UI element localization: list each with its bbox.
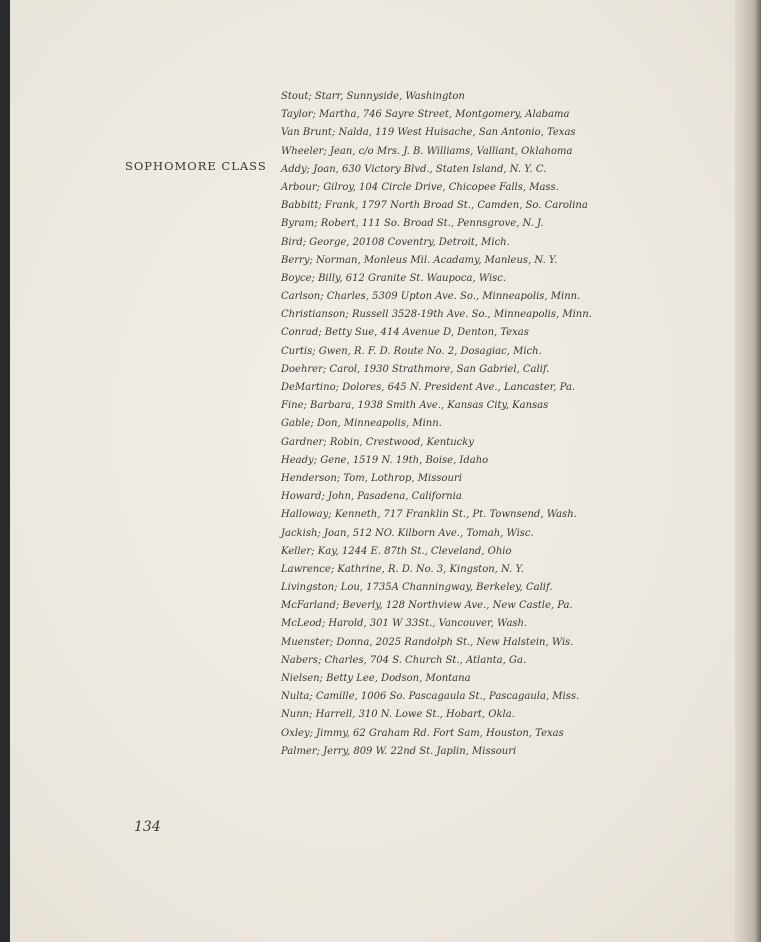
page-number: 134	[134, 819, 161, 835]
list-item: Doehrer; Carol, 1930 Strathmore, San Gabriel, Calif.	[281, 363, 550, 375]
list-item: Taylor; Martha, 746 Sayre Street, Montgomery, Alabama	[281, 109, 570, 121]
list-item: Bird; George, 20108 Coventry, Detroit, Mich.	[281, 236, 510, 248]
list-item: Livingston; Lou, 1735A Channingway, Berkeley, Calif.	[281, 582, 553, 594]
list-item: Christianson; Russell 3528-19th Ave. So., Minneapolis, Minn.	[281, 309, 592, 321]
student-address-list	[281, 88, 592, 761]
document-page	[10, 0, 750, 942]
section-heading: SOPHOMORE CLASS	[125, 159, 267, 173]
list-item: Lawrence; Kathrine, R. D. No. 3, Kingston, N. Y.	[281, 563, 524, 575]
list-item: Henderson; Tom, Lothrop, Missouri	[281, 472, 462, 484]
list-item: Carlson; Charles, 5309 Upton Ave. So., Minneapolis, Minn.	[281, 291, 581, 303]
list-item: McLeod; Harold, 301 W 33St., Vancouver, Wash.	[281, 618, 528, 630]
list-item: DeMartino; Dolores, 645 N. President Ave., Lancaster, Pa.	[281, 382, 576, 393]
list-item: Halloway; Kenneth, 717 Franklin St., Pt. Townsend, Wash.	[281, 509, 577, 521]
list-item: Conrad; Betty Sue, 414 Avenue D, Denton, Texas	[281, 327, 529, 339]
next-page-edge	[735, 0, 761, 942]
list-item: Muenster; Donna, 2025 Randolph St., New Halstein, Wis.	[281, 636, 574, 648]
list-item: Gable; Don, Minneapolis, Minn.	[281, 418, 442, 430]
list-item: Byram; Robert, 111 So. Broad St., Pennsgrove, N. J.	[281, 218, 544, 230]
list-item: Nunn; Harrell, 310 N. Lowe St., Hobart, Okla.	[281, 709, 515, 721]
list-item: Gardner; Robin, Crestwood, Kentucky	[281, 436, 474, 448]
list-item: Nulta; Camille, 1006 So. Pascagaula St., Pascagaula, Miss.	[281, 691, 580, 703]
list-item: Heady; Gene, 1519 N. 19th, Boise, Idaho	[281, 454, 489, 466]
list-item: Arbour; Gilroy, 104 Circle Drive, Chicopee Falls, Mass.	[281, 181, 559, 193]
list-item: Howard; John, Pasadena, California	[281, 491, 462, 503]
list-item: Boyce; Billy, 612 Granite St. Waupoca, Wisc.	[281, 272, 507, 284]
list-item: Keller; Kay, 1244 E. 87th St., Cleveland, Ohio	[281, 545, 512, 557]
list-item: Nielsen; Betty Lee, Dodson, Montana	[281, 673, 471, 684]
list-item: Fine; Barbara, 1938 Smith Ave., Kansas City, Kansas	[281, 400, 549, 412]
list-item: Curtis; Gwen, R. F. D. Route No. 2, Dosagiac, Mich.	[281, 345, 542, 357]
list-item: Palmer; Jerry, 809 W. 22nd St. Japlin, Missouri	[281, 745, 517, 757]
list-item: Berry; Norman, Monleus Mil. Acadamy, Manleus, N. Y.	[281, 254, 558, 266]
list-item: Nabers; Charles, 704 S. Church St., Atlanta, Ga.	[281, 654, 527, 666]
list-item: McFarland; Beverly, 128 Northview Ave., New Castle, Pa.	[281, 600, 573, 612]
list-item: Babbitt; Frank, 1797 North Broad St., Camden, So. Carolina	[281, 200, 588, 212]
list-item: Stout; Starr, Sunnyside, Washington	[281, 91, 465, 102]
list-item: Van Brunt; Nalda, 119 West Huisache, San Antonio, Texas	[281, 127, 576, 139]
list-item: Oxley; Jimmy, 62 Graham Rd. Fort Sam, Houston, Texas	[281, 727, 564, 739]
list-item: Addy; Joan, 630 Victory Blvd., Staten Island, N. Y. C.	[281, 163, 547, 175]
list-item: Wheeler; Jean, c/o Mrs. J. B. Williams, Valliant, Oklahoma	[281, 145, 573, 157]
list-item: Jackish; Joan, 512 NO. Kilborn Ave., Tomah, Wisc.	[281, 527, 534, 539]
